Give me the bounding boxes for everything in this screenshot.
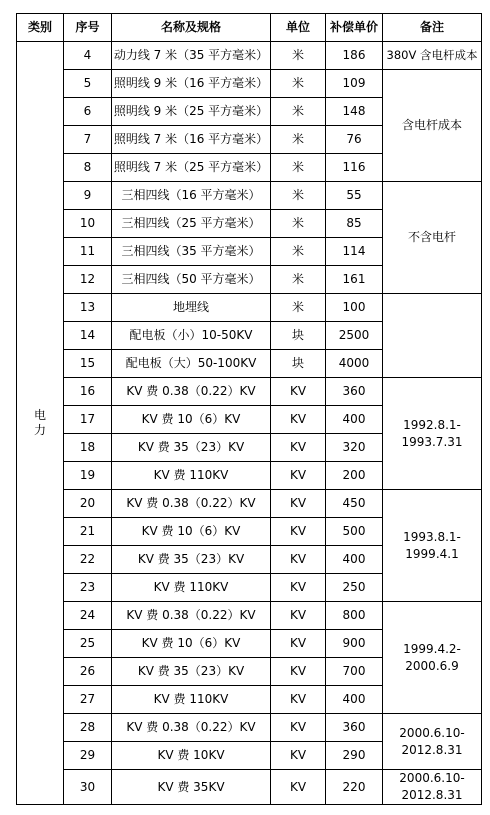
row-number: 21: [64, 518, 112, 546]
row-name: 地埋线: [112, 294, 271, 322]
row-number: 4: [64, 42, 112, 70]
row-number: 20: [64, 490, 112, 518]
row-number: 12: [64, 266, 112, 294]
row-unit: 块: [271, 322, 326, 350]
row-unit: KV: [271, 658, 326, 686]
row-number: 23: [64, 574, 112, 602]
header-note: 备注: [383, 14, 482, 42]
row-name: KV 费 10（6）KV: [112, 518, 271, 546]
row-price: 55: [326, 182, 383, 210]
row-unit: KV: [271, 686, 326, 714]
row-unit: 米: [271, 154, 326, 182]
row-unit: 米: [271, 70, 326, 98]
row-number: 8: [64, 154, 112, 182]
row-price: 109: [326, 70, 383, 98]
row-number: 9: [64, 182, 112, 210]
row-name: KV 费 35（23）KV: [112, 434, 271, 462]
row-number: 7: [64, 126, 112, 154]
row-number: 26: [64, 658, 112, 686]
row-note: 1999.4.2-2000.6.9: [383, 602, 482, 714]
row-price: 200: [326, 462, 383, 490]
row-note: 不含电杆: [383, 182, 482, 294]
row-name: 照明线 9 米（16 平方毫米）: [112, 70, 271, 98]
row-name: KV 费 35（23）KV: [112, 658, 271, 686]
row-number: 29: [64, 742, 112, 770]
row-unit: 米: [271, 42, 326, 70]
row-name: KV 费 110KV: [112, 462, 271, 490]
row-name: KV 费 10KV: [112, 742, 271, 770]
row-name: 照明线 7 米（25 平方毫米）: [112, 154, 271, 182]
row-note: 含电杆成本: [383, 70, 482, 182]
row-price: 250: [326, 574, 383, 602]
row-unit: KV: [271, 462, 326, 490]
row-name: 三相四线（16 平方毫米）: [112, 182, 271, 210]
row-note: 2000.6.10-2012.8.31: [383, 770, 482, 805]
row-number: 16: [64, 378, 112, 406]
row-number: 11: [64, 238, 112, 266]
row-name: 照明线 7 米（16 平方毫米）: [112, 126, 271, 154]
row-unit: KV: [271, 490, 326, 518]
row-price: 360: [326, 378, 383, 406]
row-unit: 米: [271, 238, 326, 266]
table-row: [17, 182, 482, 210]
row-price: 161: [326, 266, 383, 294]
row-name: KV 费 0.38（0.22）KV: [112, 378, 271, 406]
row-unit: KV: [271, 602, 326, 630]
row-name: 三相四线（35 平方毫米）: [112, 238, 271, 266]
row-name: KV 费 0.38（0.22）KV: [112, 714, 271, 742]
category-label: 电力: [33, 408, 46, 437]
row-price: 290: [326, 742, 383, 770]
row-name: KV 费 35（23）KV: [112, 546, 271, 574]
row-unit: 米: [271, 98, 326, 126]
row-unit: 米: [271, 294, 326, 322]
row-name: 配电板（小）10-50KV: [112, 322, 271, 350]
table-row: [17, 378, 482, 406]
row-price: 400: [326, 406, 383, 434]
row-number: 19: [64, 462, 112, 490]
row-number: 25: [64, 630, 112, 658]
row-price: 400: [326, 686, 383, 714]
row-price: 220: [326, 770, 383, 805]
row-price: 116: [326, 154, 383, 182]
row-name: 动力线 7 米（35 平方毫米）: [112, 42, 271, 70]
row-price: 320: [326, 434, 383, 462]
row-price: 900: [326, 630, 383, 658]
row-number: 30: [64, 770, 112, 805]
row-unit: KV: [271, 378, 326, 406]
header-number: 序号: [64, 14, 112, 42]
row-number: 18: [64, 434, 112, 462]
row-number: 10: [64, 210, 112, 238]
row-price: 76: [326, 126, 383, 154]
row-number: 5: [64, 70, 112, 98]
header-unit: 单位: [271, 14, 326, 42]
row-price: 114: [326, 238, 383, 266]
row-name: KV 费 110KV: [112, 686, 271, 714]
row-unit: KV: [271, 714, 326, 742]
row-note: 380V 含电杆成本: [383, 42, 482, 70]
row-name: KV 费 10（6）KV: [112, 406, 271, 434]
row-unit: KV: [271, 518, 326, 546]
row-number: 6: [64, 98, 112, 126]
row-unit: 米: [271, 182, 326, 210]
row-unit: 米: [271, 266, 326, 294]
row-name: 照明线 9 米（25 平方毫米）: [112, 98, 271, 126]
row-note-empty: [383, 294, 482, 378]
row-unit: 块: [271, 350, 326, 378]
row-number: 15: [64, 350, 112, 378]
row-name: KV 费 10（6）KV: [112, 630, 271, 658]
table-row: [17, 602, 482, 630]
row-number: 13: [64, 294, 112, 322]
table-row: [17, 70, 482, 98]
table-header-row: [17, 14, 482, 42]
table-row: [17, 770, 482, 805]
compensation-table: [16, 13, 482, 805]
row-name: KV 费 0.38（0.22）KV: [112, 490, 271, 518]
row-unit: KV: [271, 406, 326, 434]
row-name: 配电板（大）50-100KV: [112, 350, 271, 378]
table-row: [17, 490, 482, 518]
row-name: 三相四线（25 平方毫米）: [112, 210, 271, 238]
row-price: 2500: [326, 322, 383, 350]
row-unit: KV: [271, 742, 326, 770]
row-number: 22: [64, 546, 112, 574]
row-name: 三相四线（50 平方毫米）: [112, 266, 271, 294]
row-note: 1993.8.1-1999.4.1: [383, 490, 482, 602]
row-price: 4000: [326, 350, 383, 378]
table-row: [17, 294, 482, 322]
row-name: KV 费 35KV: [112, 770, 271, 805]
row-price: 800: [326, 602, 383, 630]
row-number: 27: [64, 686, 112, 714]
row-price: 700: [326, 658, 383, 686]
row-price: 360: [326, 714, 383, 742]
row-price: 85: [326, 210, 383, 238]
row-price: 186: [326, 42, 383, 70]
row-price: 148: [326, 98, 383, 126]
row-note: 2000.6.10-2012.8.31: [383, 714, 482, 770]
row-unit: KV: [271, 630, 326, 658]
row-price: 400: [326, 546, 383, 574]
table-row: [17, 42, 482, 70]
row-unit: 米: [271, 210, 326, 238]
row-unit: 米: [271, 126, 326, 154]
row-unit: KV: [271, 770, 326, 805]
row-name: KV 费 0.38（0.22）KV: [112, 602, 271, 630]
row-number: 24: [64, 602, 112, 630]
header-category: 类别: [17, 14, 64, 42]
header-name-spec: 名称及规格: [112, 14, 271, 42]
row-number: 14: [64, 322, 112, 350]
category-cell: [17, 42, 64, 805]
row-unit: KV: [271, 574, 326, 602]
row-price: 450: [326, 490, 383, 518]
row-price: 100: [326, 294, 383, 322]
row-number: 17: [64, 406, 112, 434]
header-price: 补偿单价: [326, 14, 383, 42]
row-number: 28: [64, 714, 112, 742]
row-name: KV 费 110KV: [112, 574, 271, 602]
row-note: 1992.8.1-1993.7.31: [383, 378, 482, 490]
row-price: 500: [326, 518, 383, 546]
row-unit: KV: [271, 546, 326, 574]
table-row: [17, 714, 482, 742]
row-unit: KV: [271, 434, 326, 462]
